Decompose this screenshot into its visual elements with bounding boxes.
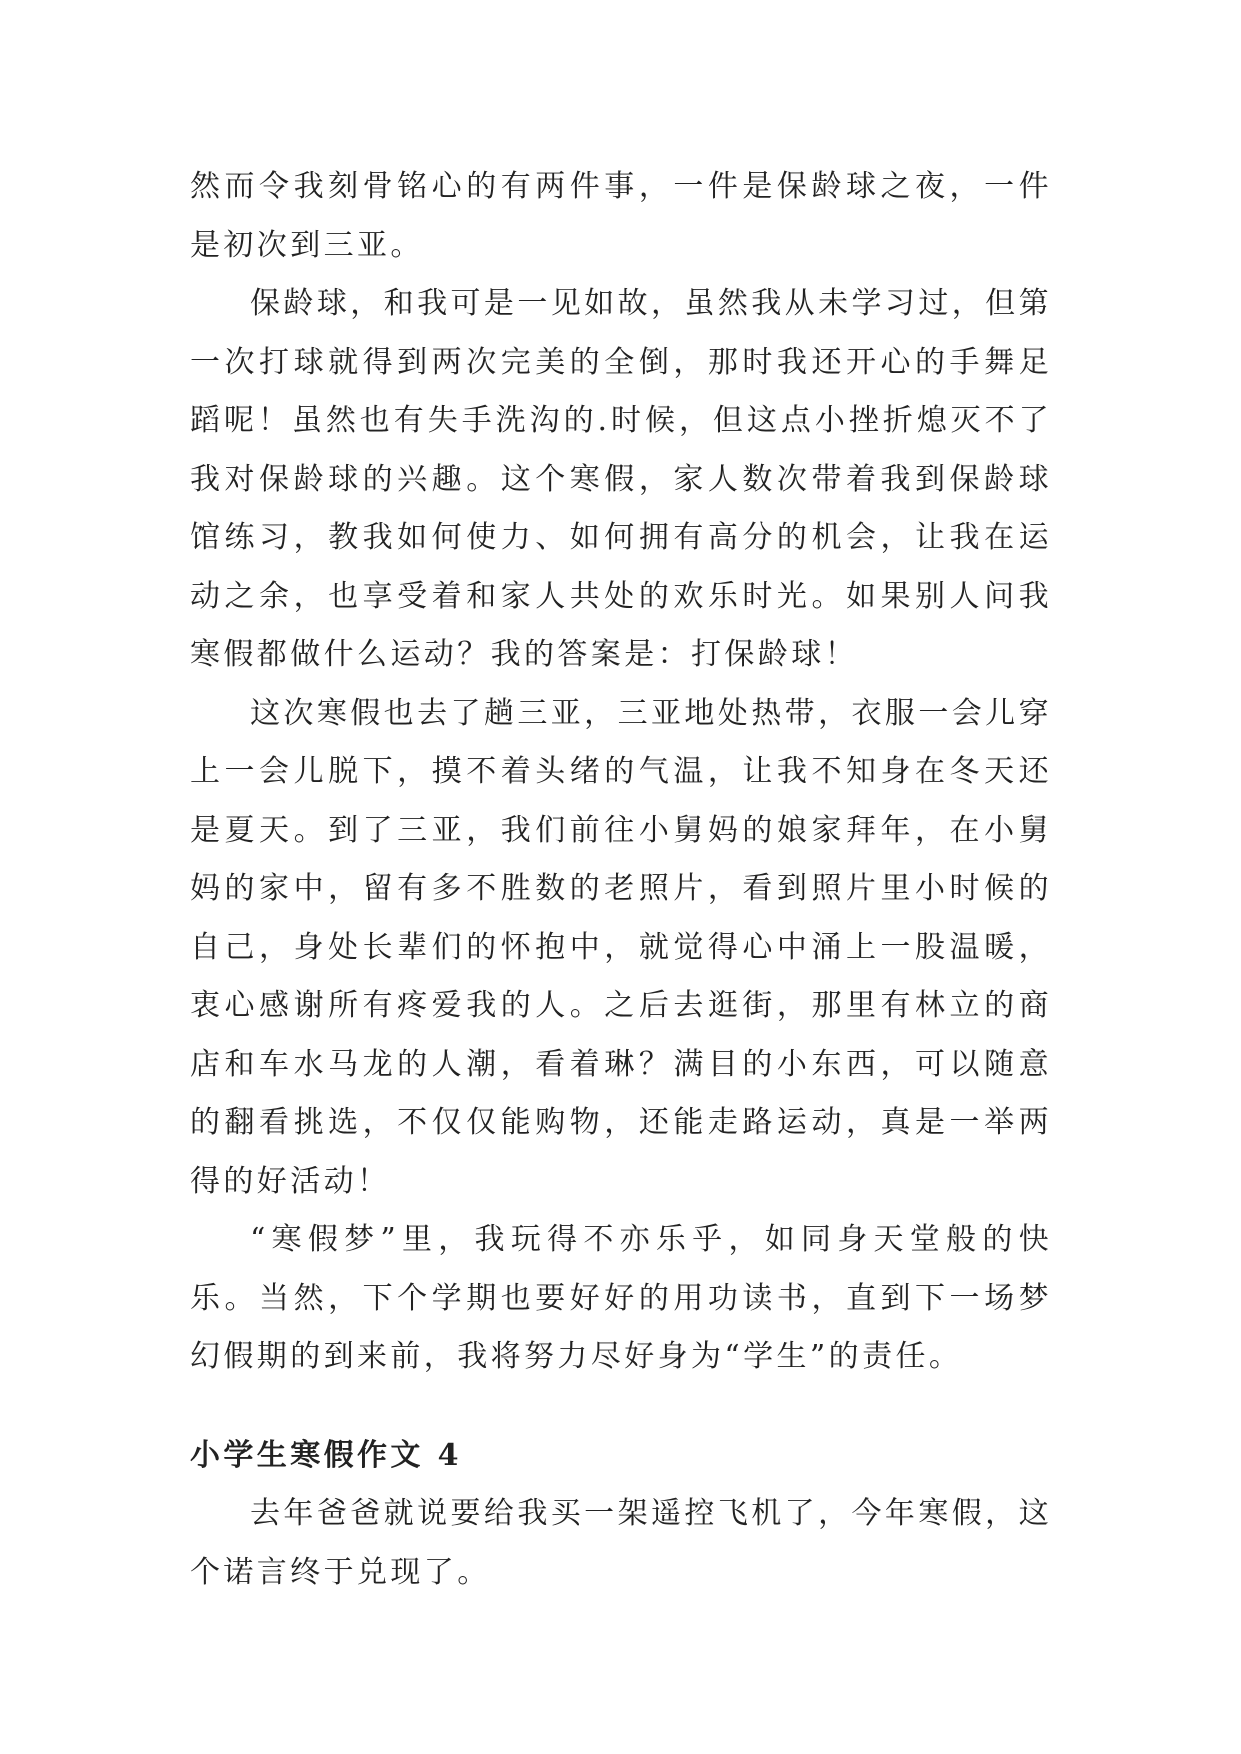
- paragraph-2: 保龄球，和我可是一见如故，虽然我从未学习过，但第一次打球就得到两次完美的全倒，那时我还开心的手舞足蹈呢！虽然也有失手洗沟的.时候，但这点小挫折熄灭不了我对保龄球的兴趣。这个寒假，家人数次带着我到保龄球馆练习，教我如何使力、如何拥有高分的机会，让我在运动之余，也享受着和家人共处的欢乐时光。如果别人问我寒假都做什么运动？我的答案是：打保龄球！: [190, 286, 1052, 672]
- section-heading: 小学生寒假作文 4: [190, 1437, 462, 1473]
- paragraph-3: 这次寒假也去了趟三亚，三亚地处热带，衣服一会儿穿上一会儿脱下，摸不着头绪的气温，让我不知身在冬天还是夏天。到了三亚，我们前往小舅妈的娘家拜年，在小舅妈的家中，留有多不胜数的老照片，看到照片里小时候的自己，身处长辈们的怀抱中，就觉得心中涌上一股温暖，衷心感谢所有疼爱我的人。之后去逛街，那里有林立的商店和车水马龙的人潮，看着琳？满目的小东西，可以随意的翻看挑选，不仅仅能购物，还能走路运动，真是一举两得的好活动！: [190, 695, 1052, 1199]
- paragraph-5: 去年爸爸就说要给我买一架遥控飞机了，今年寒假，这个诺言终于兑现了。: [190, 1496, 1052, 1590]
- paragraph-1: 然而令我刻骨铭心的有两件事，一件是保龄球之夜，一件是初次到三亚。: [190, 169, 1052, 263]
- paragraph-4: “寒假梦”里，我玩得不亦乐乎，如同身天堂般的快乐。当然，下个学期也要好好的用功读书，直到下一场梦幻假期的到来前，我将努力尽好身为“学生”的责任。: [190, 1222, 1052, 1374]
- section-spacer: [190, 1387, 1052, 1427]
- document-page: [190, 158, 1052, 1602]
